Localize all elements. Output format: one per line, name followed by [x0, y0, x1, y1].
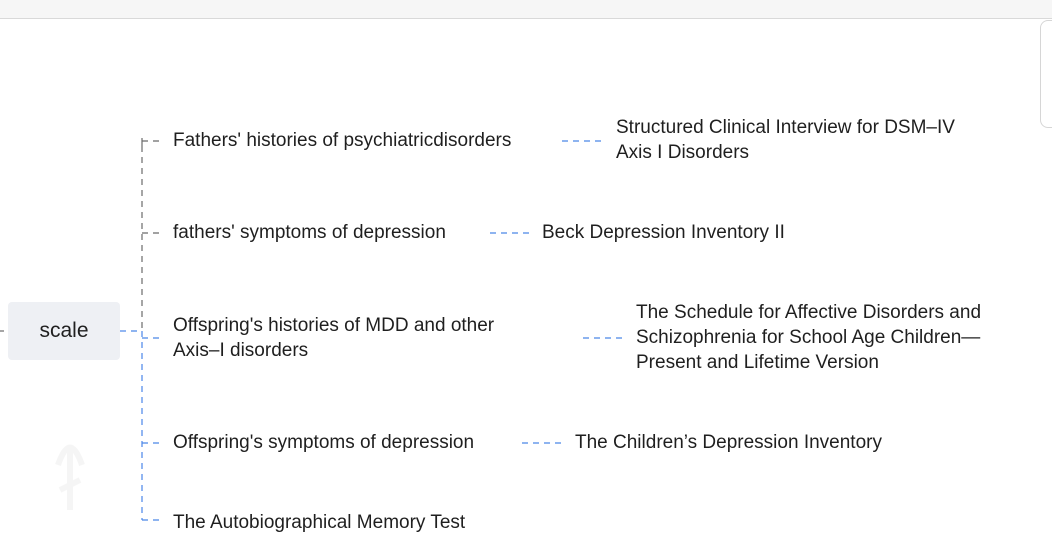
branch-label-line: The Autobiographical Memory Test — [173, 512, 466, 533]
child-label-line: Beck Depression Inventory II — [542, 222, 785, 243]
root-node-scale[interactable] — [8, 302, 120, 360]
branch-label-line: Axis–I disorders — [173, 340, 309, 361]
child-label-line: Schizophrenia for School Age Children— — [636, 327, 981, 348]
child-node-scid[interactable] — [616, 115, 955, 165]
branch-node-fathers-histories[interactable] — [173, 128, 511, 153]
child-label-line: Structured Clinical Interview for DSM–IV — [616, 117, 955, 138]
branch-node-fathers-symptoms[interactable] — [173, 220, 446, 245]
branch-label-line: Offspring's symptoms of depression — [173, 432, 475, 453]
branch-node-offspring-histories[interactable] — [173, 313, 494, 363]
branch-label-line: Fathers' histories of psychiatricdisorders — [173, 130, 512, 151]
child-label-line: Present and Lifetime Version — [636, 352, 879, 373]
child-node-cdi[interactable] — [575, 430, 882, 455]
branch-node-offspring-symptoms[interactable] — [173, 430, 474, 455]
branch-label-line: fathers' symptoms of depression — [173, 222, 446, 243]
branch-node-autobiographical-memory[interactable] — [173, 510, 465, 535]
branch-label-line: Offspring's histories of MDD and other — [173, 315, 495, 336]
root-label: scale — [39, 319, 89, 342]
child-label-line: The Children’s Depression Inventory — [575, 432, 882, 453]
child-label-line: Axis I Disorders — [616, 142, 750, 163]
child-label-line: The Schedule for Affective Disorders and — [636, 302, 982, 323]
child-node-kiddie-sads[interactable] — [636, 300, 981, 375]
child-node-bdi[interactable] — [542, 220, 785, 245]
